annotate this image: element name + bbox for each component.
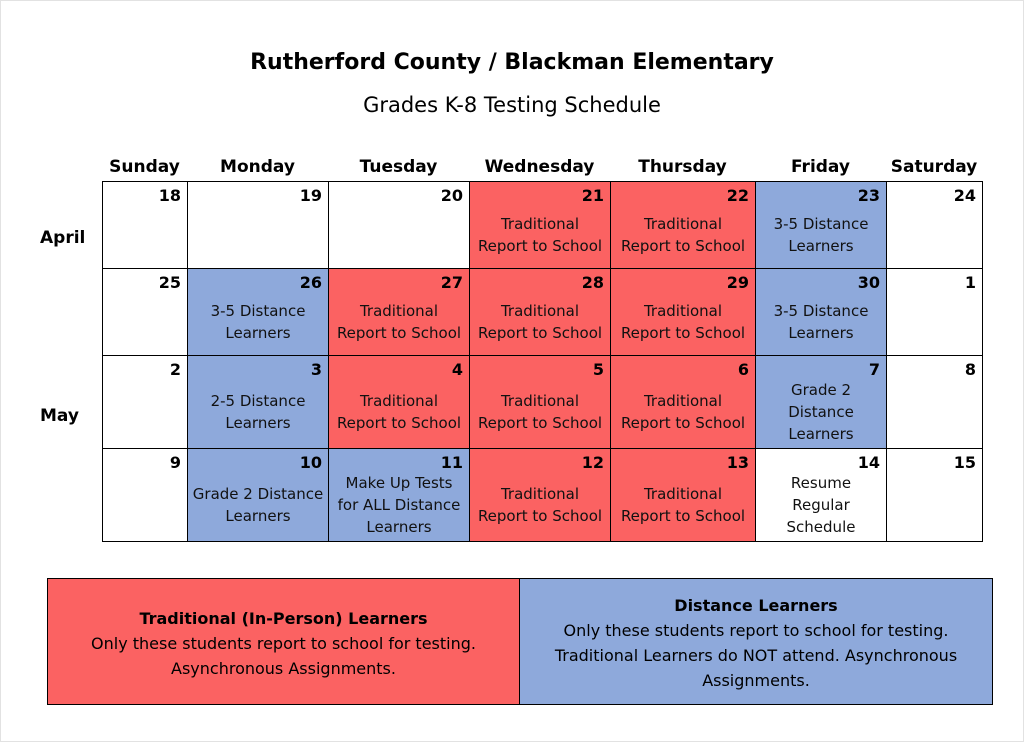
day-number: 4: [451, 360, 463, 379]
event-text-line: Report to School: [477, 506, 603, 525]
event-text: [470, 390, 610, 434]
calendar-day-cell: [756, 356, 887, 449]
event-text-line: Make Up Tests: [345, 473, 453, 492]
calendar-day-cell: [103, 356, 188, 449]
event-text-line: Traditional: [359, 301, 439, 320]
event-text: [470, 213, 610, 257]
day-number: 6: [737, 360, 749, 379]
calendar-day-cell: [470, 356, 611, 449]
day-number: 1: [964, 273, 976, 292]
legend-distance-line: Traditional Learners do NOT attend. Asynchronous: [554, 646, 958, 665]
event-text-line: Learners: [366, 517, 432, 536]
calendar-week-row: [103, 182, 983, 269]
day-number: 8: [964, 360, 976, 379]
month-label-may: May: [40, 406, 79, 426]
calendar-day-cell: [887, 269, 983, 356]
event-text-line: Learners: [788, 323, 854, 342]
event-text-line: 3-5 Distance: [210, 301, 306, 320]
day-number: 23: [857, 186, 880, 205]
event-text-line: for ALL Distance: [337, 495, 461, 514]
event-text-line: Traditional: [500, 214, 580, 233]
calendar-day-cell: [329, 269, 470, 356]
weekday-sunday: Sunday: [109, 157, 180, 177]
event-text: [611, 300, 755, 344]
weekday-monday: Monday: [220, 157, 295, 177]
event-text-line: Schedule: [786, 517, 856, 536]
event-text: [756, 472, 886, 538]
day-number: 21: [581, 186, 604, 205]
calendar-day-cell: [611, 356, 756, 449]
calendar-day-cell: [756, 269, 887, 356]
event-text-line: Traditional: [643, 214, 723, 233]
calendar-day-cell: [470, 182, 611, 269]
day-number: 15: [953, 453, 976, 472]
event-text: [470, 300, 610, 344]
day-number: 20: [440, 186, 463, 205]
legend-distance-line: Only these students report to school for testing.: [563, 621, 949, 640]
event-text-line: Traditional: [643, 484, 723, 503]
event-text: [188, 483, 328, 527]
event-text-line: Learners: [225, 323, 291, 342]
event-text-line: Report to School: [620, 413, 746, 432]
weekday-saturday: Saturday: [890, 157, 978, 177]
calendar-day-cell: [188, 182, 329, 269]
event-text-line: Traditional: [500, 484, 580, 503]
event-text-line: Report to School: [620, 506, 746, 525]
day-number: 18: [158, 186, 181, 205]
event-text: [329, 472, 469, 538]
event-text-line: Report to School: [620, 236, 746, 255]
event-text-line: Resume: [790, 473, 852, 492]
day-number: 11: [440, 453, 463, 472]
event-text-line: Distance: [788, 402, 854, 421]
event-text-line: Learners: [788, 424, 854, 443]
day-number: 24: [953, 186, 976, 205]
weekday-thursday: Thursday: [638, 157, 727, 177]
event-text-line: Report to School: [477, 413, 603, 432]
calendar-day-cell: [188, 449, 329, 542]
calendar-day-cell: [103, 449, 188, 542]
event-text: [188, 300, 328, 344]
event-text-line: Traditional: [643, 391, 723, 410]
calendar-day-cell: [611, 182, 756, 269]
event-text: [756, 300, 886, 344]
event-text: [470, 483, 610, 527]
event-text-line: 3-5 Distance: [773, 214, 869, 233]
legend-traditional-line: Asynchronous Assignments.: [171, 659, 396, 678]
calendar-day-cell: [887, 356, 983, 449]
day-number: 26: [299, 273, 322, 292]
event-text-line: Report to School: [477, 236, 603, 255]
calendar-week-row: [103, 449, 983, 542]
calendar-day-cell: [611, 269, 756, 356]
calendar-day-cell: [756, 182, 887, 269]
event-text-line: Regular: [792, 495, 850, 514]
day-number: 30: [857, 273, 880, 292]
legend-distance-line: Assignments.: [702, 671, 810, 690]
legend-distance-title: Distance Learners: [674, 596, 838, 615]
event-text-line: Learners: [788, 236, 854, 255]
day-number: 14: [857, 453, 880, 472]
event-text-line: Traditional: [500, 301, 580, 320]
event-text-line: Traditional: [500, 391, 580, 410]
weekday-tuesday: Tuesday: [359, 157, 438, 177]
event-text-line: 2-5 Distance: [210, 391, 306, 410]
day-number: 3: [310, 360, 322, 379]
calendar-day-cell: [887, 449, 983, 542]
event-text-line: Report to School: [620, 323, 746, 342]
calendar-day-cell: [103, 182, 188, 269]
calendar-grid: [102, 181, 983, 542]
day-number: 12: [581, 453, 604, 472]
event-text-line: Grade 2: [790, 380, 852, 399]
day-number: 27: [440, 273, 463, 292]
calendar-day-cell: [329, 356, 470, 449]
event-text-line: Learners: [225, 506, 291, 525]
calendar-day-cell: [470, 269, 611, 356]
month-label-april: April: [40, 228, 86, 248]
day-number: 9: [169, 453, 181, 472]
calendar-day-cell: [756, 449, 887, 542]
calendar-day-cell: [611, 449, 756, 542]
calendar-day-cell: [103, 269, 188, 356]
legend-traditional-title: Traditional (In-Person) Learners: [139, 609, 428, 628]
event-text-line: Grade 2 Distance: [192, 484, 324, 503]
legend-traditional-line: Only these students report to school for testing.: [91, 634, 476, 653]
calendar-day-cell: [470, 449, 611, 542]
event-text: [188, 390, 328, 434]
weekday-friday: Friday: [791, 157, 850, 177]
calendar-day-cell: [887, 182, 983, 269]
day-number: 5: [592, 360, 604, 379]
calendar-day-cell: [188, 356, 329, 449]
event-text-line: Report to School: [336, 413, 462, 432]
day-number: 25: [158, 273, 181, 292]
day-number: 19: [299, 186, 322, 205]
day-number: 22: [726, 186, 749, 205]
day-number: 13: [726, 453, 749, 472]
day-number: 7: [868, 360, 880, 379]
day-number: 28: [581, 273, 604, 292]
event-text: [756, 379, 886, 445]
event-text-line: Report to School: [477, 323, 603, 342]
event-text-line: Traditional: [643, 301, 723, 320]
event-text: [611, 390, 755, 434]
event-text: [329, 300, 469, 344]
day-number: 2: [169, 360, 181, 379]
legend-traditional: [48, 579, 520, 704]
event-text-line: Traditional: [359, 391, 439, 410]
day-number: 10: [299, 453, 322, 472]
calendar-week-row: [103, 269, 983, 356]
event-text: [611, 483, 755, 527]
event-text: [329, 390, 469, 434]
calendar-week-row: [103, 356, 983, 449]
event-text: [756, 213, 886, 257]
weekday-wednesday: Wednesday: [484, 157, 595, 177]
event-text: [611, 213, 755, 257]
event-text-line: 3-5 Distance: [773, 301, 869, 320]
legend: [47, 578, 993, 705]
calendar-day-cell: [329, 449, 470, 542]
legend-distance: [520, 579, 992, 704]
calendar-day-cell: [329, 182, 470, 269]
day-number: 29: [726, 273, 749, 292]
page-subtitle: Grades K-8 Testing Schedule: [363, 93, 661, 117]
event-text-line: Learners: [225, 413, 291, 432]
calendar-day-cell: [188, 269, 329, 356]
page-title: Rutherford County / Blackman Elementary: [250, 50, 774, 75]
event-text-line: Report to School: [336, 323, 462, 342]
